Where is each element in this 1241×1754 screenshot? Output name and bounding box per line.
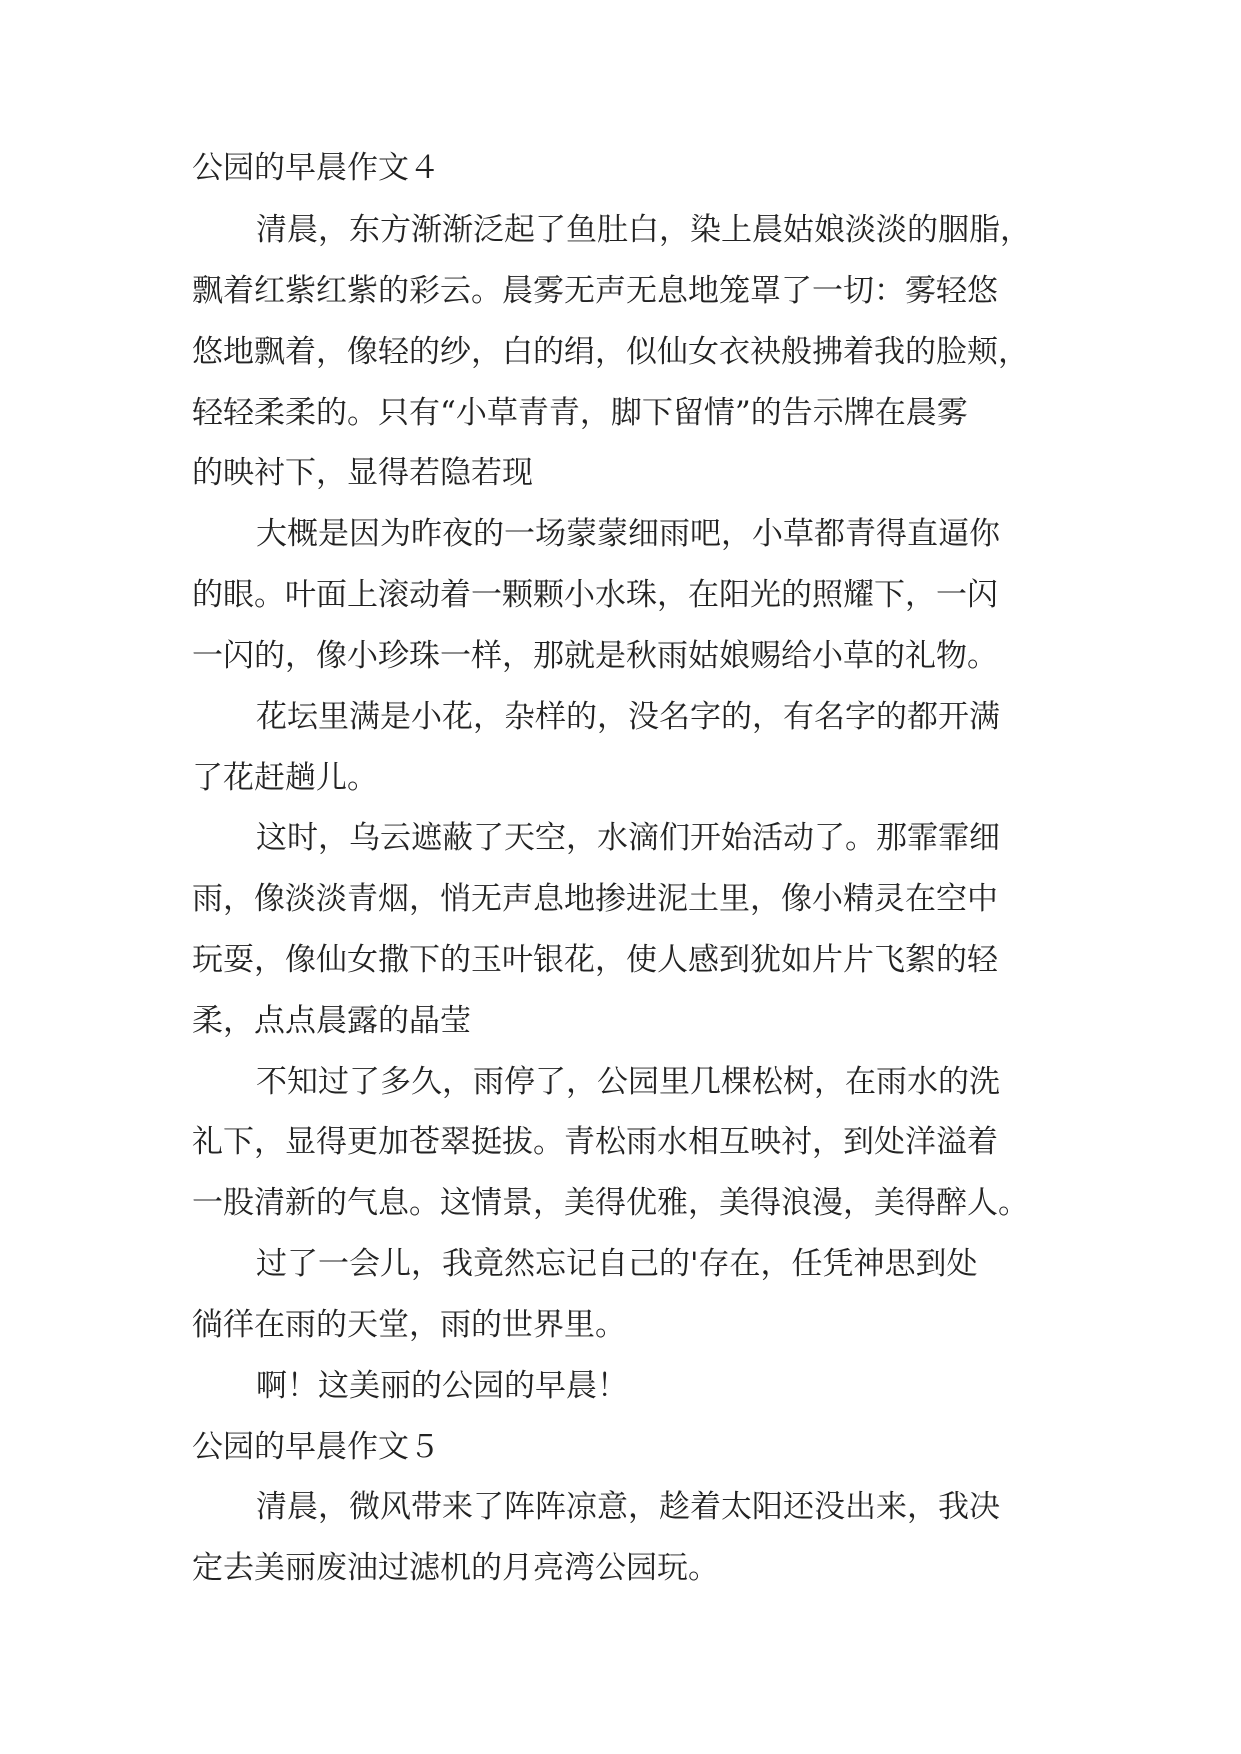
paragraph-line: 不知过了多久，雨停了，公园里几棵松树，在雨水的洗 — [256, 1064, 1000, 1100]
paragraph-line: 定去美丽废油过滤机的月亮湾公园玩。 — [192, 1550, 719, 1586]
paragraph-line: 柔，点点晨露的晶莹 — [192, 1003, 471, 1039]
paragraph-line: 悠地飘着，像轻的纱，白的绢，似仙女衣袂般拂着我的脸颊， — [192, 334, 1029, 370]
paragraph-line: 飘着红紫红紫的彩云。晨雾无声无息地笼罩了一切：雾轻悠 — [192, 273, 998, 309]
paragraph-line: 清晨，微风带来了阵阵凉意，趁着太阳还没出来，我决 — [256, 1489, 1000, 1525]
paragraph-line: 花坛里满是小花，杂样的，没名字的，有名字的都开满 — [256, 699, 1000, 735]
paragraph-line: 雨，像淡淡青烟，悄无声息地掺进泥土里，像小精灵在空中 — [192, 881, 998, 917]
paragraph-line: 过了一会儿，我竟然忘记自己的'存在，任凭神思到处 — [256, 1246, 978, 1282]
paragraph-line: 的眼。叶面上滚动着一颗颗小水珠，在阳光的照耀下，一闪 — [192, 577, 998, 613]
essay-title-5: 公园的早晨作文５ — [192, 1429, 440, 1465]
paragraph-line: 一股清新的气息。这情景，美得优雅，美得浪漫，美得醉人。 — [192, 1185, 1029, 1221]
paragraph-line: 玩耍，像仙女撒下的玉叶银花，使人感到犹如片片飞絮的轻 — [192, 942, 998, 978]
paragraph-line: 了花赶趟儿。 — [192, 760, 378, 796]
essay-title-4: 公园的早晨作文４ — [192, 150, 440, 186]
paragraph-line: 这时，乌云遮蔽了天空，水滴们开始活动了。那霏霏细 — [256, 820, 1000, 856]
paragraph-line: 清晨，东方渐渐泛起了鱼肚白，染上晨姑娘淡淡的胭脂， — [256, 212, 1031, 248]
paragraph-line: 轻轻柔柔的。只有“小草青青，脚下留情”的告示牌在晨雾 — [192, 395, 968, 431]
paragraph-line: 的映衬下，显得若隐若现 — [192, 455, 533, 491]
paragraph-line: 一闪的，像小珍珠一样，那就是秋雨姑娘赐给小草的礼物。 — [192, 638, 998, 674]
paragraph-line: 啊！这美丽的公园的早晨！ — [256, 1368, 628, 1404]
paragraph-line: 徜徉在雨的天堂，雨的世界里。 — [192, 1307, 626, 1343]
paragraph-line: 大概是因为昨夜的一场蒙蒙细雨吧，小草都青得直逼你 — [256, 516, 1000, 552]
paragraph-line: 礼下，显得更加苍翠挺拔。青松雨水相互映衬，到处洋溢着 — [192, 1124, 998, 1160]
